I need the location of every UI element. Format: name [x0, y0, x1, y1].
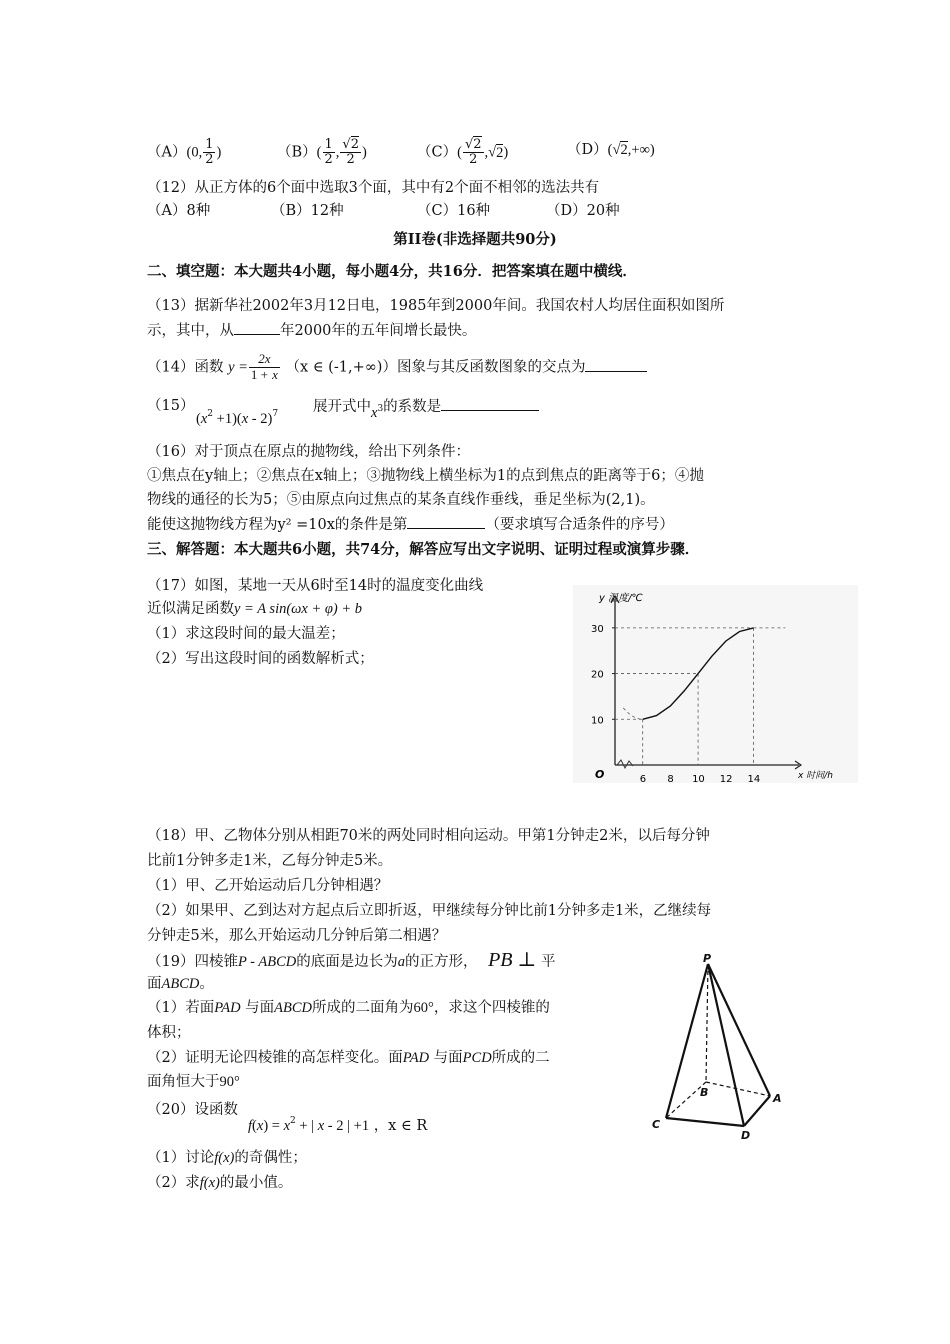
q11-option-a-label: （A） [147, 144, 187, 161]
q19-line2 [147, 974, 214, 994]
q16-line3: 物线的通径的长为5；⑤由原点向过焦点的某条直线作垂线，垂足坐标为(2,1)。 [147, 492, 655, 508]
q11-option-a: （A）(0, $\frac{1}{2}$ ) [147, 137, 222, 167]
q16-line2: ①焦点在y轴上；②焦点在x轴上；③抛物线上横坐标为1的点到焦点的距离等于6；④抛 [147, 468, 704, 484]
q18-sub2-line1: （2）如果甲、乙到达对方起点后立即折返，甲继续每分钟比前1分钟多走1米，乙继续每 [147, 903, 712, 919]
q19-line1-pre: （19）四棱锥 [147, 954, 238, 970]
vertex-a-label: A [773, 1092, 782, 1105]
q14-line: （14）函数 y = $\frac{2x}{1 + x}$ （x ∈ (-1,+∞)）图象与其反函数图象的交点为 [147, 352, 647, 383]
chart-background [573, 585, 858, 783]
y-tick-label-10: 10 [591, 715, 604, 727]
vertex-c-label: C [652, 1118, 661, 1131]
q18-sub1: （1）甲、乙开始运动后几分钟相遇？ [147, 878, 389, 894]
vertex-d-label: D [741, 1129, 751, 1142]
x-tick-label-12: 12 [719, 774, 733, 783]
q12-stem: （12）从正方体的6个面中选取3个面，其中有2个面不相邻的选法共有 [147, 180, 600, 196]
q17-line1: （17）如图，某地一天从6时至14时的温度变化曲线 [147, 578, 484, 594]
q16-answer-blank[interactable] [407, 514, 485, 529]
q19-sub2-mid: 与面 [433, 1050, 463, 1066]
q19-sub1-pre: （1）若面 [147, 1000, 215, 1016]
y-tick-label-20: 20 [591, 669, 604, 681]
q17-line2 [147, 599, 362, 619]
q20-label: （20）设函数 [147, 1102, 238, 1118]
q19-sub2-pre: （2）证明无论四棱锥的高怎样变化。面 [147, 1050, 403, 1066]
x-axis-label: x 时间/h [798, 771, 833, 781]
vertex-b-label: B [700, 1086, 709, 1099]
x-tick-label-10: 10 [692, 774, 705, 783]
q20-formula: f [248, 1118, 253, 1134]
q20-sub1 [147, 1148, 307, 1168]
q15-formula: $(x^2 +1)(x - 2)^7$ [196, 409, 279, 427]
q12-option-b: （B）12种 [271, 203, 344, 219]
q19-line2-post: 。 [199, 976, 214, 992]
q19-sub1-line1 [147, 998, 550, 1018]
q16-line4-post: （要求填写合适条件的序号） [485, 517, 674, 533]
q19-sub2-post: 所成的二 [491, 1050, 550, 1066]
q14-post: 图象与其反函数图象的交点为 [396, 359, 586, 376]
edge-pa [708, 964, 770, 1096]
q13-line2 [147, 320, 476, 341]
q19-sub1-mid: 与面 [245, 1000, 275, 1016]
q19-sub1-line2: 体积； [147, 1025, 191, 1041]
q15-mid: 展开式中 [313, 399, 371, 415]
q20-sub1-post: 的奇偶性； [234, 1150, 307, 1166]
section3-heading: 三、解答题：本大题共6小题，共74分，解答应写出文字说明、证明过程或演算步骤． [147, 541, 700, 558]
q11-option-d-label: （D） [567, 142, 608, 158]
q19-sub2-line1 [147, 1048, 550, 1068]
q11-option-c: （C）( $\frac{√2}{2}$ ,√2) [417, 137, 509, 167]
q19-sub2-pad: PAD [402, 1050, 430, 1066]
q11-option-b: （B）( $\frac{1}{2}$ , $\frac{√2}{2}$ ) [277, 137, 367, 167]
q12-option-c: （C）16种 [417, 203, 491, 219]
q20-formula-line: $f(x) = x^2$ + | x - 2 | +1 ，x ∈ R [248, 1116, 428, 1134]
q13-line1: （13）据新华社2002年3月12日电，1985年到2000年间。我国农村人均居住面积如图所 [147, 298, 725, 314]
q19-sub1-abcd: ABCD [274, 1000, 313, 1016]
q19-sub1-end: ，求这个四棱锥的 [433, 1000, 550, 1016]
q19-line1-post: 的正方形， [404, 954, 478, 970]
q11-option-d: （D）(√2,+∞) [567, 142, 655, 158]
q20-post: ，x ∈ R [373, 1118, 428, 1134]
q17-sub2: （2）写出这段时间的函数解析式； [147, 651, 374, 667]
q19-line1 [147, 950, 555, 972]
q19-sub2-line2-pre: 面角恒大于 [147, 1074, 220, 1090]
q17-line2-pre: 近似满足函数 [147, 601, 234, 617]
q15-post: 的系数是 [383, 399, 442, 415]
x-tick-label-8: 8 [667, 774, 674, 783]
q17-sub1: （1）求这段时间的最大温差； [147, 626, 345, 642]
q19-pb-perp: PB ⊥ [488, 949, 537, 971]
section2-heading: 二、填空题：本大题共4小题，每小题4分，共16分．把答案填在题中横线． [147, 263, 637, 280]
q20-sub2-pre: （2）求 [147, 1175, 200, 1191]
q19-line2-abcd: ABCD [161, 976, 200, 992]
y-tick-label-30: 30 [591, 623, 604, 635]
q19-sub1-post: 所成的二面角为 [312, 1000, 414, 1016]
q19-sub2-angle: 90° [219, 1074, 240, 1090]
q13-line2-pre: 示，其中，从 [147, 323, 234, 339]
x-tick-label-6: 6 [639, 774, 647, 783]
q19-side-a: a [397, 954, 405, 970]
origin-label: O [595, 768, 605, 781]
pyramid-solid-edges [666, 964, 770, 1126]
q20-sub1-pre: （1）讨论 [147, 1150, 215, 1166]
q14-domain: （x ∈ (-1,+∞)） [285, 359, 397, 376]
q16-line1: （16）对于顶点在原点的抛物线，给出下列条件： [147, 444, 470, 460]
q16-line4 [147, 514, 674, 535]
q20-sub2 [147, 1173, 292, 1193]
q15-label: （15） [147, 398, 195, 414]
q12-option-a: （A）8种 [147, 203, 211, 219]
pyramid-figure [648, 950, 788, 1142]
q20-sub2-post: 的最小值。 [219, 1175, 293, 1191]
vertex-p-label: P [703, 952, 712, 965]
edge-da [744, 1096, 770, 1126]
q19-sub1-angle: 60° [413, 1000, 434, 1016]
q14-formula: y = [228, 359, 248, 376]
part2-title: 第II卷(非选择题共90分) [393, 231, 557, 248]
q12-option-d: （D）20种 [546, 203, 620, 219]
q19-line2-pre: 面 [147, 976, 162, 992]
q13-line2-post: 年2000年的五年间增长最快。 [280, 323, 477, 339]
q18-line1: （18）甲、乙物体分别从相距70米的两处同时相向运动。甲第1分钟走2米，以后每分钟 [147, 828, 710, 844]
q16-line4-pre: 能使这抛物线方程为y² =10x的条件是第 [147, 517, 408, 533]
q13-answer-blank[interactable] [234, 320, 280, 335]
edge-ba [706, 1082, 770, 1096]
q15-tail: 展开式中x3的系数是 [313, 396, 539, 423]
q14-answer-blank[interactable] [585, 357, 647, 372]
q20-sub1-fx: f(x) [214, 1150, 235, 1166]
q18-sub2-line2: 分钟走5米，那么开始运动几分钟后第二相遇？ [147, 928, 447, 944]
y-axis-label: y 温度/℃ [599, 593, 643, 604]
edge-pb [706, 964, 708, 1082]
q20-sub2-fx: f(x) [199, 1175, 220, 1191]
x-tick-label-14: 14 [747, 774, 761, 783]
temperature-chart [573, 585, 858, 783]
q19-sub1-pad: PAD [214, 1000, 241, 1016]
q17-formula: y = A sin(ωx + φ) + b [234, 601, 363, 617]
edge-cd [666, 1118, 744, 1126]
q19-sub2-pcd: PCD [462, 1050, 492, 1066]
q19-line1-mid: 的底面是边长为 [296, 954, 398, 970]
q19-sub2-line2 [147, 1072, 240, 1092]
q19-pyramid-name: P - ABCD [237, 954, 297, 970]
q14-pre: （14）函数 [147, 359, 224, 376]
q19-line1-end: 平 [540, 954, 556, 970]
q11-option-c-label: （C） [417, 144, 458, 161]
q11-option-b-label: （B） [277, 144, 317, 161]
q18-line2: 比前1分钟多走1米，乙每分钟走5米。 [147, 853, 393, 869]
q15-answer-blank[interactable] [441, 396, 539, 411]
edge-pd [708, 964, 744, 1126]
